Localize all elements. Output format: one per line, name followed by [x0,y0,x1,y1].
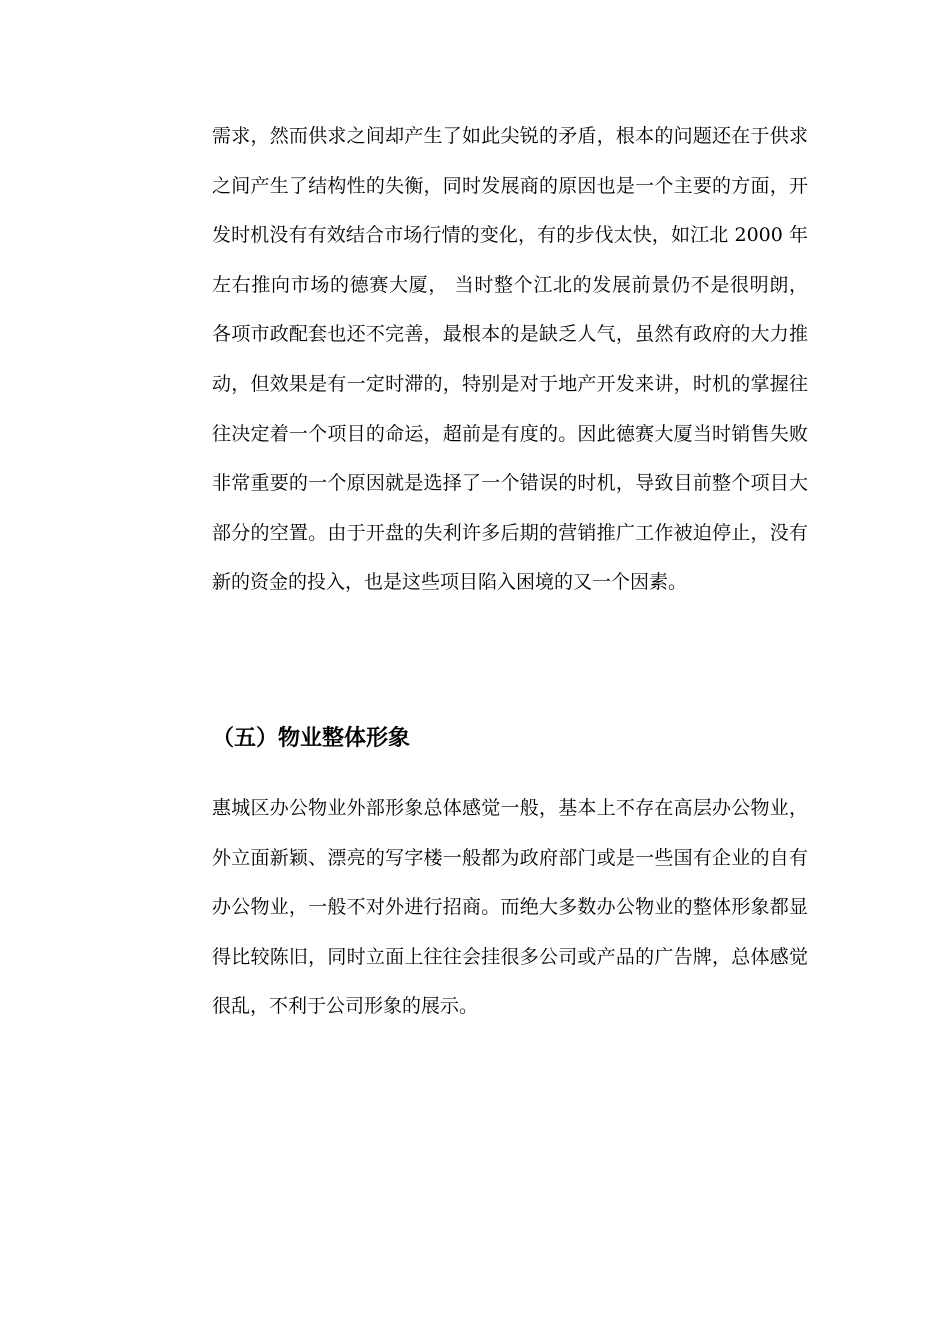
paragraph-2 [212,784,808,1032]
section-heading: （五）物业整体形象 [212,726,411,751]
paragraph-line: 外立面新颖、漂亮的写字楼一般都为政府部门或是一些国有企业的自有 [212,846,808,869]
paragraph-line: 动，但效果是有一定时滞的，特别是对于地产开发来讲，时机的掌握往 [212,372,808,395]
paragraph-line: 惠城区办公物业外部形象总体感觉一般，基本上不存在高层办公物业， [212,797,808,819]
paragraph-line: 往决定着一个项目的命运，超前是有度的。因此德赛大厦当时销售失败 [212,422,808,445]
paragraph-line: 很乱，不利于公司形象的展示。 [212,995,479,1018]
paragraph-line: 发时机没有有效结合市场行情的变化，有的步伐太快，如江北 2000 年 [212,224,808,247]
paragraph-line: 各项市政配套也还不完善，最根本的是缺乏人气，虽然有政府的大力推 [212,323,808,346]
paragraph-1 [212,112,808,608]
paragraph-line: 非常重要的一个原因就是选择了一个错误的时机，导致目前整个项目大 [212,472,808,495]
paragraph-line: 部分的空置。由于开盘的失利许多后期的营销推广工作被迫停止，没有 [212,521,808,544]
paragraph-line: 新的资金的投入，也是这些项目陷入困境的又一个因素。 [212,571,688,594]
paragraph-line: 得比较陈旧，同时立面上往往会挂很多公司或产品的广告牌，总体感觉 [212,945,808,968]
paragraph-line: 左右推向市场的德赛大厦， 当时整个江北的发展前景仍不是很明朗， [212,273,808,296]
paragraph-line: 需求，然而供求之间却产生了如此尖锐的矛盾，根本的问题还在于供求 [212,125,808,147]
paragraph-line: 办公物业，一般不对外进行招商。而绝大多数办公物业的整体形象都显 [212,896,808,919]
paragraph-line: 之间产生了结构性的失衡，同时发展商的原因也是一个主要的方面，开 [212,174,808,197]
